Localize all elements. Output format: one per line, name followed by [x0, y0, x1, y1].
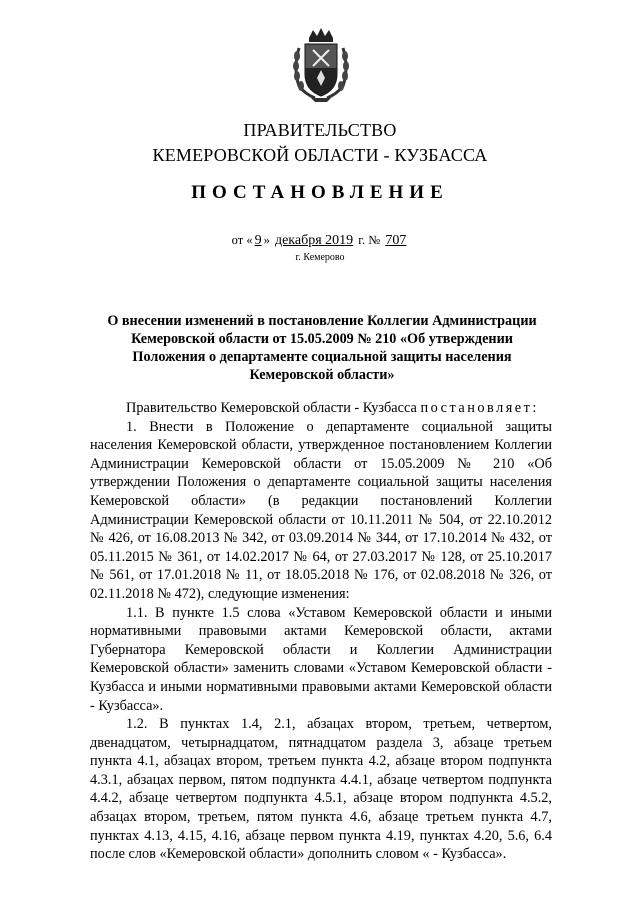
paragraph-1-1: 1.1. В пункте 1.5 слова «Уставом Кемеровской области и иными нормативными правовыми актами Кемеровской области, актами Губернатора Кемеровской области и Коллегии Администрации Кемеровской области» заменить словами «Уставом Кемеровской области - Кузбасса и иными нормативными правовыми актами Кемеровской области - Кузбасса».	[90, 604, 552, 714]
government-name-line2: КЕМЕРОВСКОЙ ОБЛАСТИ - КУЗБАССА	[152, 145, 488, 165]
document-body	[90, 399, 552, 864]
number-sign: №	[368, 233, 381, 247]
paragraph-1-2: 1.2. В пунктах 1.4, 2.1, абзацах втором, третьем, четвертом, двенадцатом, четырнадцатом, пятнадцатом раздела 3, абзаце третьем пункта 4.1, абзацах втором, третьем пункта 4.2, абзаце втором подпункта 4.3.1, абзацах первом, пятом подпункта 4.4.1, абзаце четвертом подпункта 4.4.2, абзаце четвертом подпункта 4.5.1, абзаце втором подпункта 4.5.2, абзацах втором, третьем, пятом пункта 4.6, абзаце третьем пункта 4.7, пунктах 4.13, 4.15, 4.16, абзаце первом пункта 4.19, пунктах 4.20, 5.6, 6.4 после слов «Кемеровской области» дополнить словом « - Кузбасса».	[90, 716, 552, 863]
date-year-suffix: г.	[358, 233, 366, 247]
document-number: 707	[385, 233, 407, 248]
paragraph-1: 1. Внести в Положение о департаменте социальной защиты населения Кемеровской области, утвержденное постановлением Коллегии Администрации Кемеровской области от 15.05.2009 № 210 «Об утверждении Положения о департаменте социальной защиты населения Кемеровской области» (в редакции постановлений Коллегии Администрации Кемеровской области от 10.11.2011 № 504, от 22.10.2012 № 426, от 16.08.2013 № 342, от 03.09.2014 № 344, от 17.10.2014 № 432, от 05.11.2015 № 361, от 14.02.2017 № 64, от 27.03.2017 № 128, от 25.10.2017 № 561, от 17.01.2018 № 11, от 18.05.2018 № 176, от 02.08.2018 № 326, от 02.11.2018 № 472), следующие изменения:	[90, 418, 552, 602]
coat-of-arms-emblem	[291, 28, 351, 104]
government-name-line1: ПРАВИТЕЛЬСТВО	[243, 120, 397, 140]
date-prefix: от «	[231, 233, 253, 247]
date-month-year: декабря 2019	[274, 233, 354, 248]
date-mid: »	[263, 233, 270, 247]
city-name: г. Кемерово	[295, 252, 345, 263]
intro-resolves: постановляет:	[420, 400, 539, 416]
intro-paragraph	[90, 399, 552, 418]
date-day: 9	[254, 233, 262, 248]
date-number-line	[0, 233, 640, 249]
document-title: О внесении изменений в постановление Коллегии Администрации Кемеровской области от 15.05.2009 № 210 «Об утверждении Положения о департаменте социальной защиты населения Кемеровской области»	[107, 313, 537, 383]
intro-text: Правительство Кемеровской области - Кузбасса	[126, 400, 421, 416]
document-type-heading: ПОСТАНОВЛЕНИЕ	[191, 182, 449, 203]
